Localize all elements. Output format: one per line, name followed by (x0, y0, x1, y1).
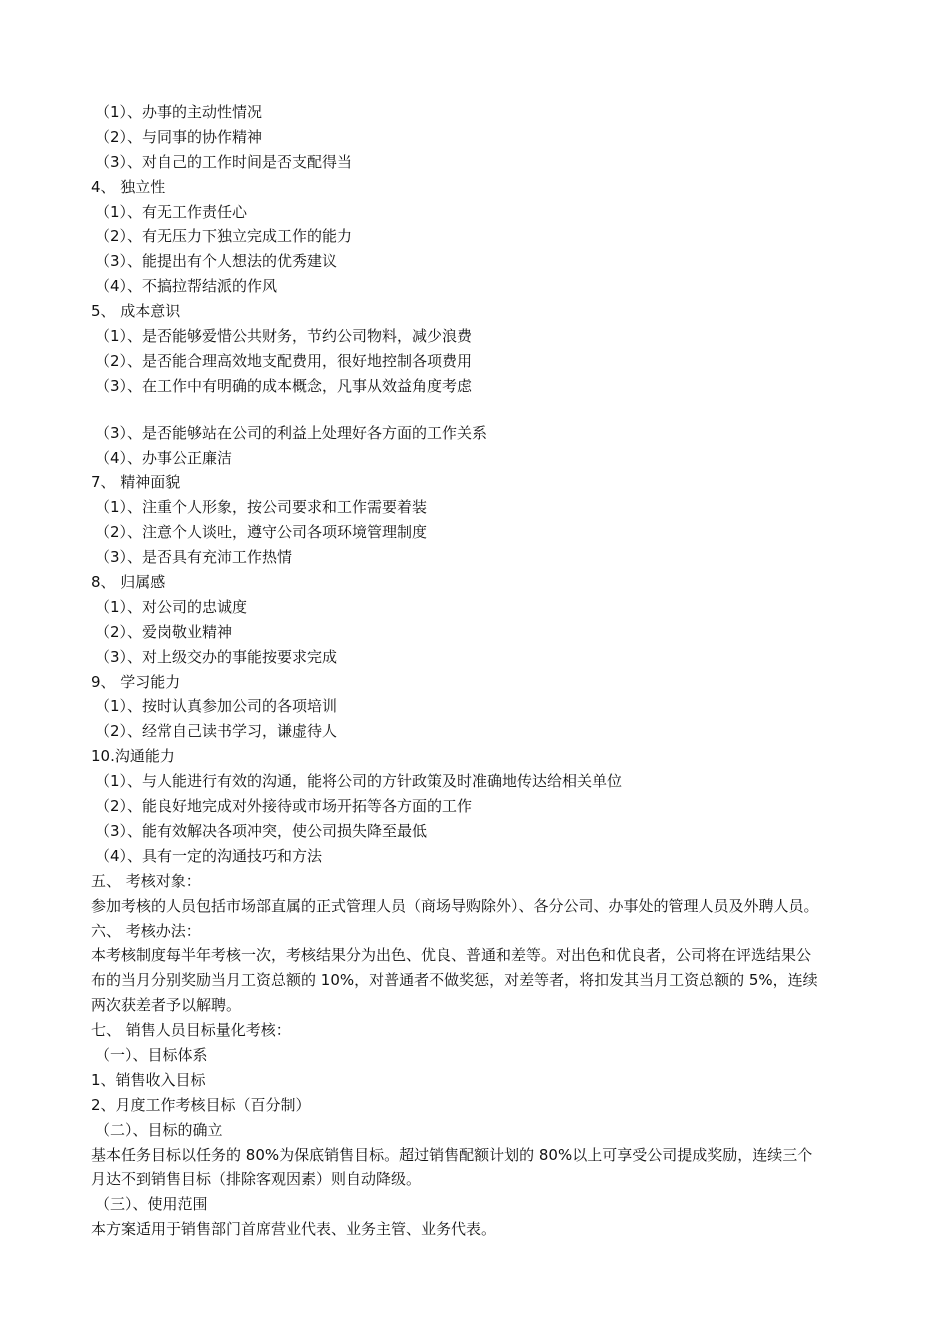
blank-gap (91, 399, 881, 421)
text-line: （4）、办事公正廉洁 (95, 448, 233, 467)
text-line: （2）、能良好地完成对外接待或市场开拓等各方面的工作 (95, 797, 473, 816)
section-heading: 5、 成本意识 (91, 302, 181, 321)
text-line: （2）、有无压力下独立完成工作的能力 (95, 227, 353, 246)
text-line: 1、销售收入目标 (91, 1070, 206, 1089)
paragraph-line: 月达不到销售目标（排除客观因素）则自动降级。 (91, 1170, 422, 1189)
paragraph-line: 参加考核的人员包括市场部直属的正式管理人员（商场导购除外）、各分公司、办事处的管理人员及外聘人员。 (91, 896, 819, 915)
paragraph-line: 本方案适用于销售部门首席营业代表、业务主管、业务代表。 (91, 1220, 497, 1239)
text-line: （1）、与人能进行有效的沟通，能将公司的方针政策及时准确地传达给相关单位 (95, 772, 623, 791)
text-line: （1）、有无工作责任心 (95, 202, 248, 221)
text-line: （1）、是否能够爱惜公共财务，节约公司物料，减少浪费 (95, 327, 473, 346)
text-line: （1）、注重个人形象，按公司要求和工作需要着装 (95, 498, 428, 517)
subsection-heading: （三）、使用范围 (95, 1195, 208, 1214)
subsection-heading: （一）、目标体系 (95, 1045, 208, 1064)
chapter-heading: 七、 销售人员目标量化考核： (91, 1021, 291, 1040)
text-line: （2）、注意个人谈吐，遵守公司各项环境管理制度 (95, 523, 428, 542)
text-line: （4）、不搞拉帮结派的作风 (95, 277, 278, 296)
chapter-heading: 五、 考核对象： (91, 871, 201, 890)
text-line: （3）、对自己的工作时间是否支配得当 (95, 152, 353, 171)
paragraph-line: 两次获差者予以解聘。 (91, 996, 242, 1015)
subsection-heading: （二）、目标的确立 (95, 1120, 223, 1139)
text-line: （1）、对公司的忠诚度 (95, 597, 248, 616)
text-line: 2、月度工作考核目标（百分制） (91, 1095, 311, 1114)
text-line: （1）、按时认真参加公司的各项培训 (95, 697, 338, 716)
text-line: （3）、对上级交办的事能按要求完成 (95, 647, 338, 666)
text-line: （3）、能提出有个人想法的优秀建议 (95, 252, 338, 271)
text-line: （4）、具有一定的沟通技巧和方法 (95, 846, 323, 865)
text-line: （1）、办事的主动性情况 (95, 103, 263, 121)
text-line: （3）、是否能够站在公司的利益上处理好各方面的工作关系 (95, 423, 488, 442)
text-line: （2）、是否能合理高效地支配费用，很好地控制各项费用 (95, 351, 473, 370)
text-line: （2）、爱岗敬业精神 (95, 622, 233, 641)
section-heading: 4、 独立性 (91, 177, 166, 196)
text-line: （3）、能有效解决各项冲突，使公司损失降至最低 (95, 821, 428, 840)
section-heading: 9、 学习能力 (91, 672, 181, 691)
section-heading: 10.沟通能力 (91, 747, 175, 766)
text-line: （3）、是否具有充沛工作热情 (95, 548, 293, 567)
text-line: （2）、与同事的协作精神 (95, 127, 263, 146)
text-line: （3）、在工作中有明确的成本概念，凡事从效益角度考虑 (95, 376, 473, 395)
paragraph-line: 基本任务目标以任务的 80%为保底销售目标。超过销售配额计划的 80%以上可享受公司提成奖励，连续三个 (91, 1145, 813, 1164)
section-heading: 7、 精神面貌 (91, 473, 181, 492)
section-heading: 8、 归属感 (91, 573, 166, 592)
chapter-heading: 六、 考核办法： (91, 921, 201, 940)
text-line: （2）、经常自己读书学习，谦虚待人 (95, 722, 338, 741)
paragraph-line: 布的当月分别奖励当月工资总额的 10%，对普通者不做奖惩，对差等者，将扣发其当月工资总额的 5%，连续 (91, 971, 818, 990)
document-body (91, 100, 881, 1242)
paragraph-line: 本考核制度每半年考核一次，考核结果分为出色、优良、普通和差等。对出色和优良者，公司将在评选结果公 (91, 946, 812, 965)
